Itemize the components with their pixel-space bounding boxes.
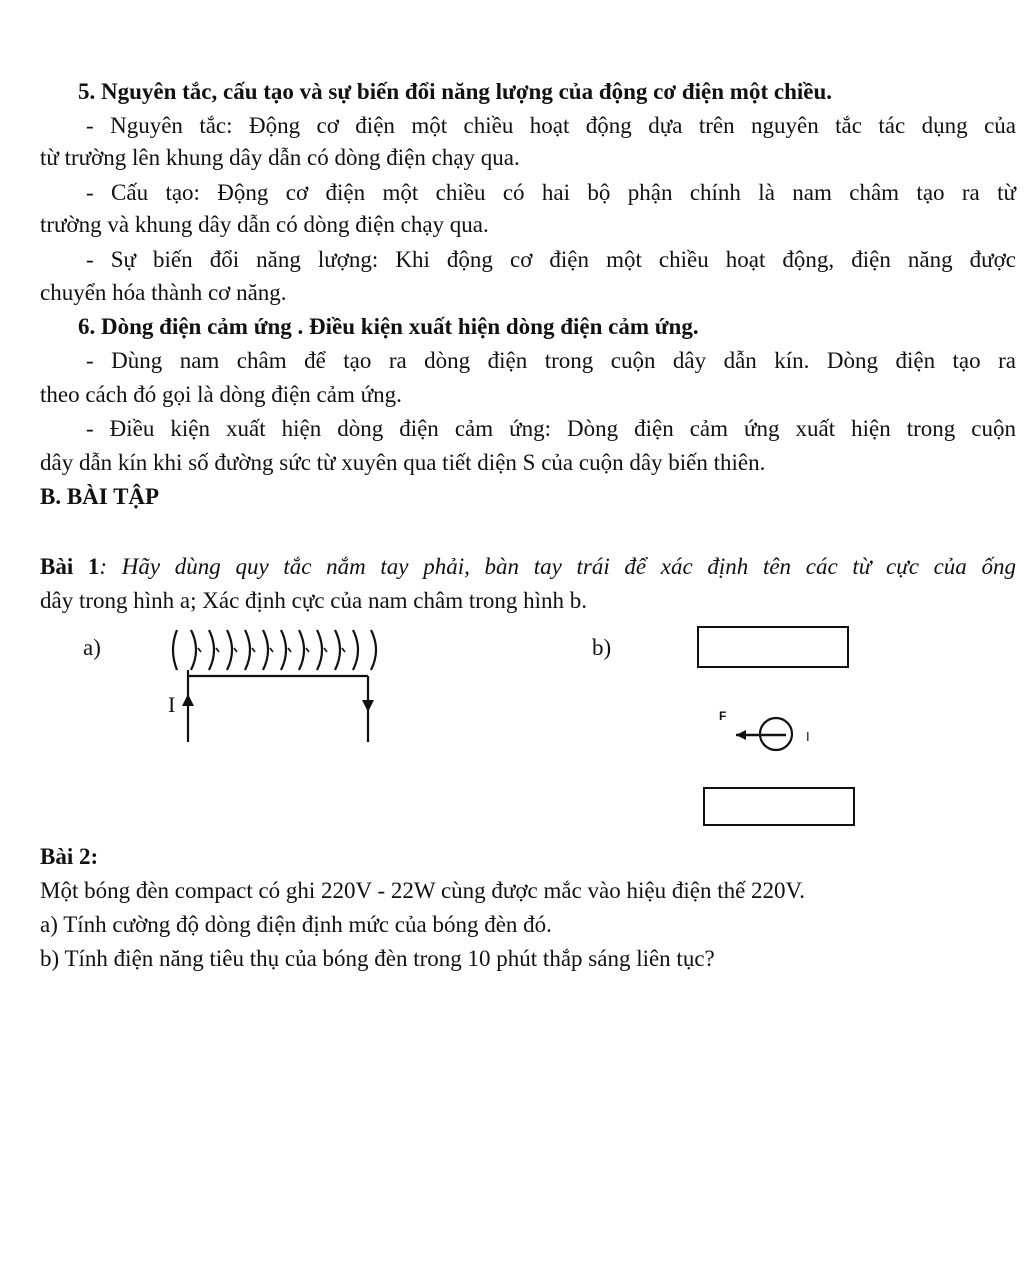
- solenoid-figure: [160, 620, 390, 750]
- sec5-structure-line1: - Cấu tạo: Động cơ điện một chiều có hai bộ phận chính là nam châm tạo ra từ: [86, 180, 1016, 205]
- sec6-para1-line2: theo cách đó gọi là dòng điện cảm ứng.: [40, 382, 402, 407]
- force-arrow-icon: [736, 730, 746, 740]
- magnet-pole-bottom: [704, 788, 854, 825]
- bai1-label: Bài 1: [40, 554, 100, 579]
- sec6-para1-line1: - Dùng nam châm để tạo ra dòng điện trong cuộn dây dẫn kín. Dòng điện tạo ra: [86, 348, 1016, 373]
- sec6-para2-line1: - Điều kiện xuất hiện dòng điện cảm ứng: Dòng điện cảm ứng xuất hiện trong cuộn: [86, 416, 1016, 441]
- coil-turn: [173, 630, 177, 670]
- sec5-principle-line1: - Nguyên tắc: Động cơ điện một chiều hoạt động dựa trên nguyên tắc tác dụng của: [86, 113, 1016, 138]
- sec5-energy-line2: chuyển hóa thành cơ năng.: [40, 280, 287, 305]
- current-arrow-down-icon: [362, 700, 374, 712]
- sec6-para2-line2: dây dẫn kín khi số đường sức từ xuyên qua tiết diện S của cuộn dây biến thiên.: [40, 450, 766, 475]
- bai2-question-a: a) Tính cường độ dòng điện định mức của bóng đèn đó.: [40, 912, 552, 937]
- bai1-text-line2: dây trong hình a; Xác định cực của nam châm trong hình b.: [40, 588, 588, 613]
- figure-a-label: a): [83, 635, 101, 660]
- section-5-title: 5. Nguyên tắc, cấu tạo và sự biến đổi năng lượng của động cơ điện một chiều.: [78, 79, 833, 104]
- magnet-pole-top: [698, 627, 848, 667]
- bai2-question-b: b) Tính điện năng tiêu thụ của bóng đèn trong 10 phút thắp sáng liên tục?: [40, 946, 715, 971]
- sec5-principle-line2: từ trường lên khung dây dẫn có dòng điện chạy qua.: [40, 145, 520, 170]
- magnet-figure: [690, 620, 870, 840]
- figure-a-current-label: I: [168, 692, 176, 717]
- bai2-label: Bài 2:: [40, 844, 99, 869]
- bai1-text-line1: [40, 552, 1016, 582]
- figure-b-force-label: F: [719, 709, 727, 723]
- figure-b-label: b): [592, 635, 612, 660]
- sec5-energy-line1: - Sự biến đổi năng lượng: Khi động cơ điện một chiều hoạt động, điện năng được: [86, 247, 1016, 272]
- current-arrow-up-icon: [182, 694, 194, 706]
- section-6-title: 6. Dòng điện cảm ứng . Điều kiện xuất hiện dòng điện cảm ứng.: [78, 314, 699, 339]
- bai2-line1: Một bóng đèn compact có ghi 220V - 22W cùng được mắc vào hiệu điện thế 220V.: [40, 878, 805, 903]
- sec5-structure-line2: trường và khung dây dẫn có dòng điện chạy qua.: [40, 212, 489, 237]
- section-b-title: B. BÀI TẬP: [40, 484, 160, 509]
- bai1-text-part1: : Hãy dùng quy tắc nắm tay phải, bàn tay trái để xác định tên các từ cực của ống: [99, 554, 1016, 579]
- figure-b-current-label: I: [806, 729, 810, 744]
